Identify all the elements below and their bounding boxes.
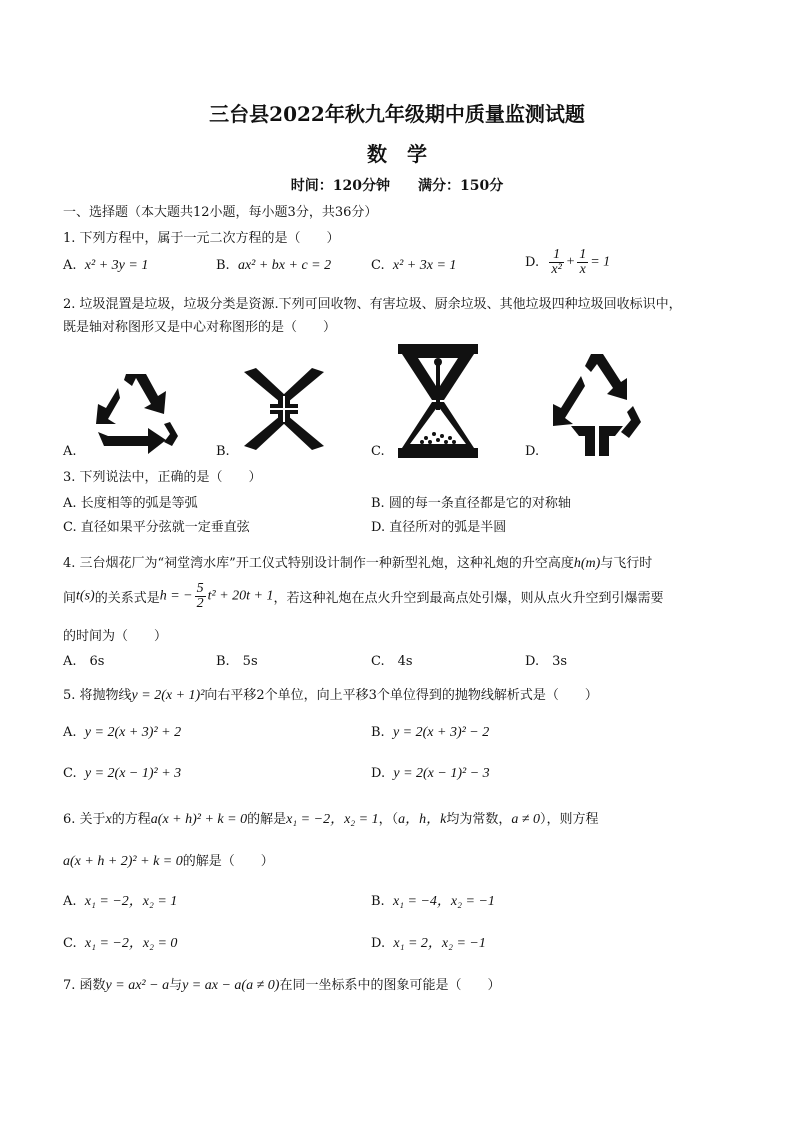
q3-option-a[interactable]: A. 长度相等的弧是等弧 <box>63 496 198 511</box>
q6-option-b[interactable]: B. x₁ = −4，x₂ = −1 <box>371 894 495 909</box>
q2-option-d[interactable]: D. <box>525 444 540 459</box>
q4-option-d[interactable]: D. 3s <box>525 654 568 669</box>
time-info: 时间：120分钟 满分：150分 <box>290 178 504 194</box>
q1-option-d[interactable]: D. $\frac{1}{\text{x²}}$ + $\frac{1}{x}$ = 1 <box>525 247 611 277</box>
q5-option-b[interactable]: B. y = 2(x + 3)² − 2 <box>371 725 490 740</box>
q3-option-d[interactable]: D. 直径所对的弧是半圆 <box>371 520 507 535</box>
q2-stem-line1: 2. 垃圾混置是垃圾，垃圾分类是资源.下列可回收物、有害垃圾、厨余垃圾、其他垃圾四种垃圾回收标识中， <box>63 297 682 312</box>
q2-option-a[interactable]: A. <box>63 444 77 459</box>
q3-option-b[interactable]: B. 圆的每一条直径都是它的对称轴 <box>371 496 571 511</box>
q7-stem: 7. 函数y = ax² − a与y = ax − a(a ≠ 0)在同一坐标系中的图象可能是（ ） <box>63 978 501 993</box>
q1-option-b[interactable]: B. ax² + bx + c = 2 <box>216 258 332 273</box>
q4-option-a[interactable]: A. 6s <box>63 654 105 669</box>
q3-stem: 3. 下列说法中，正确的是（ ） <box>63 470 262 485</box>
q6-option-a[interactable]: A. x₁ = −2，x₂ = 1 <box>63 894 178 909</box>
q4-stem-line1: 4. 三台烟花厂为“祠堂湾水库”开工仪式特别设计制作一种新型礼炮，这种礼炮的升空高度h(m)与飞行时 <box>63 556 653 571</box>
q4-stem-line2: 间t(s)的关系式是h = − $\frac{5}{2}$ t² + 20t + 1，若这种礼炮在点火升空到最高点处引爆，则从点火升空到引爆需要 <box>63 581 664 611</box>
kitchen-waste-symbol-c-icon[interactable] <box>396 342 480 460</box>
q1-option-c[interactable]: C. x² + 3x = 1 <box>371 258 457 273</box>
q5-stem: 5. 将抛物线y = 2(x + 1)²向右平移2个单位，向上平移3个单位得到的抛物线解析式是（ ） <box>63 688 598 703</box>
q5-option-c[interactable]: C. y = 2(x − 1)² + 3 <box>63 766 182 781</box>
q5-option-a[interactable]: A. y = 2(x + 3)² + 2 <box>63 725 182 740</box>
q2-option-b[interactable]: B. <box>216 444 230 459</box>
recycle-symbol-a-icon[interactable] <box>88 366 184 454</box>
q4-option-c[interactable]: C. 4s <box>371 654 413 669</box>
other-waste-symbol-d-icon[interactable] <box>551 352 643 460</box>
q1-stem: 1. 下列方程中，属于一元二次方程的是（ ） <box>63 231 340 246</box>
q6-stem-line2: a(x + h + 2)² + k = 0的解是（ ） <box>63 854 274 869</box>
q4-stem-line3: 的时间为（ ） <box>63 629 168 644</box>
subject-title: 数 学 <box>367 142 427 166</box>
page-title: 三台县2022年秋九年级期中质量监测试题 <box>209 102 585 126</box>
hazard-arrows-symbol-b-icon[interactable] <box>240 366 328 452</box>
q2-option-c[interactable]: C. <box>371 444 385 459</box>
q6-stem-line1: 6. 关于x的方程a(x + h)² + k = 0的解是x₁ = −2，x₂ = 1，（a，h，k均为常数，a ≠ 0），则方程 <box>63 812 599 827</box>
q3-option-c[interactable]: C. 直径如果平分弦就一定垂直弦 <box>63 520 250 535</box>
q1-option-a[interactable]: A. x² + 3y = 1 <box>63 258 149 273</box>
q4-option-b[interactable]: B. 5s <box>216 654 258 669</box>
section-heading: 一、选择题（本大题共12小题，每小题3分，共36分） <box>63 205 378 220</box>
q5-option-d[interactable]: D. y = 2(x − 1)² − 3 <box>371 766 490 781</box>
q6-option-d[interactable]: D. x₁ = 2，x₂ = −1 <box>371 936 486 951</box>
q6-option-c[interactable]: C. x₁ = −2，x₂ = 0 <box>63 936 178 951</box>
q2-stem-line2: 既是轴对称图形又是中心对称图形的是（ ） <box>63 320 337 335</box>
